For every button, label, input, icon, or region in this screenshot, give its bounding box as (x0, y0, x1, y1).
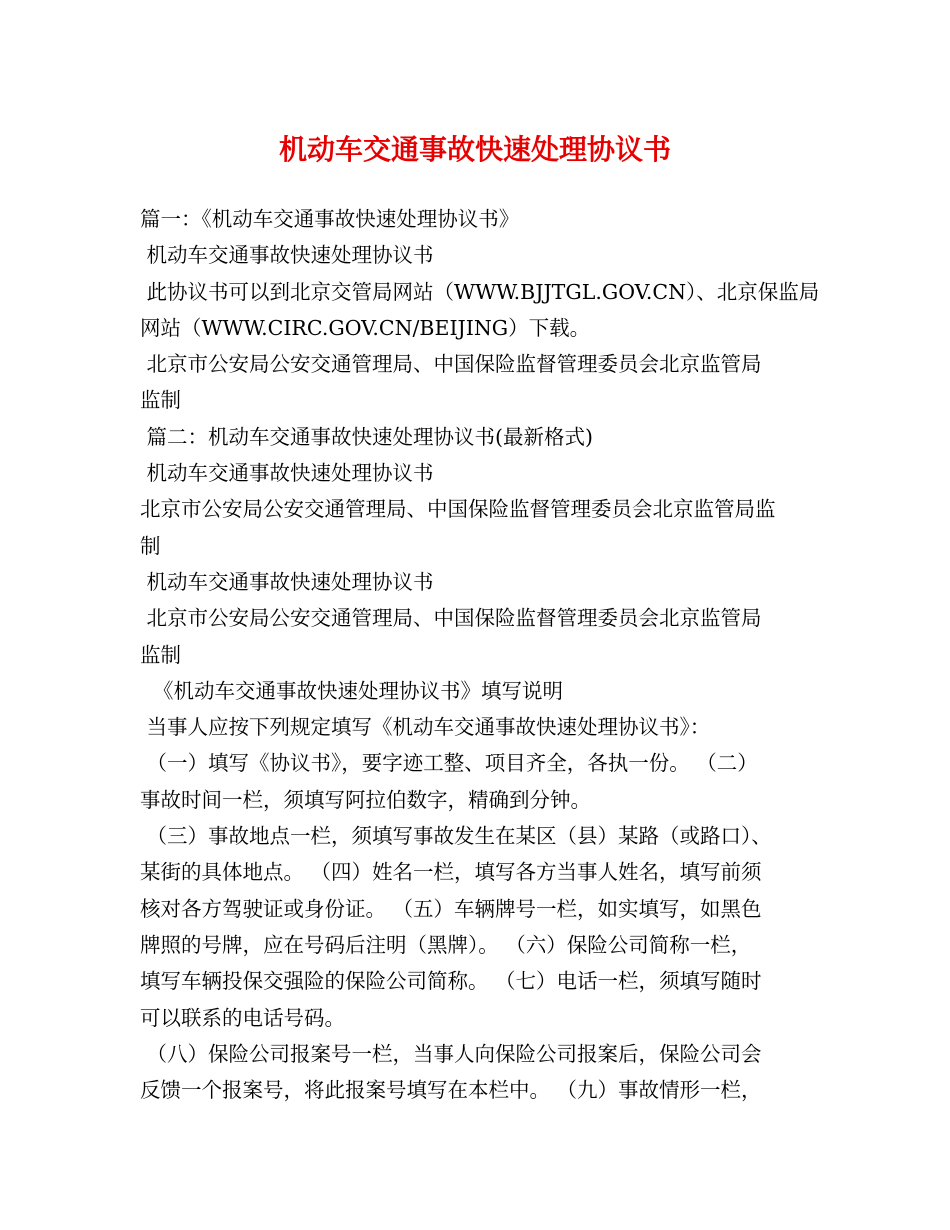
body-line: 机动车交通事故快速处理协议书 (140, 243, 434, 268)
body-line: 可以联系的电话号码。 (140, 1005, 345, 1030)
body-line: 制 (140, 533, 161, 558)
body-line: 《机动车交通事故快速处理协议书》填写说明 (140, 678, 564, 703)
body-line: 北京市公安局公安交通管理局、中国保险监督管理委员会北京监管局 (140, 352, 762, 377)
body-line: （八）保险公司报案号一栏，当事人向保险公司报案后，保险公司会 (140, 1041, 762, 1066)
body-line: 网站（WWW.CIRC.GOV.CN/BEIJING）下载。 (140, 315, 591, 340)
body-line: 机动车交通事故快速处理协议书 (140, 461, 434, 486)
body-line: 篇二：机动车交通事故快速处理协议书(最新格式) (140, 424, 594, 449)
body-line: 篇一：《机动车交通事故快速处理协议书》 (140, 207, 520, 231)
body-line: 此协议书可以到北京交管局网站（WWW.BJJTGL.GOV.CN）、北京保监局 (140, 279, 820, 304)
body-line: 北京市公安局公安交通管理局、中国保险监督管理委员会北京监管局监 (140, 497, 776, 522)
body-line: 核对各方驾驶证或身份证。 （五）车辆牌号一栏，如实填写，如黑色 (140, 896, 762, 921)
body-line: 北京市公安局公安交通管理局、中国保险监督管理委员会北京监管局 (140, 606, 762, 631)
body-line: （三）事故地点一栏，须填写事故发生在某区（县）某路（或路口）、 (140, 824, 772, 849)
document-title: 机动车交通事故快速处理协议书 (278, 133, 671, 166)
document-body (140, 201, 820, 1108)
body-line: 监制 (140, 642, 181, 667)
body-line: （一）填写《协议书》，要字迹工整、项目齐全，各执一份。 （二） (140, 751, 758, 776)
body-line: 反馈一个报案号，将此报案号填写在本栏中。 （九）事故情形一栏， (140, 1078, 762, 1103)
body-line: 事故时间一栏，须填写阿拉伯数字，精确到分钟。 (140, 787, 591, 812)
body-line: 填写车辆投保交强险的保险公司简称。 （七）电话一栏，须填写随时 (140, 969, 762, 994)
body-line: 机动车交通事故快速处理协议书 (140, 569, 434, 594)
body-line: 当事人应按下列规定填写《机动车交通事故快速处理协议书》： (140, 715, 711, 740)
body-line: 监制 (140, 388, 181, 413)
body-line: 牌照的号牌，应在号码后注明（黑牌）。 （六）保险公司简称一栏， (140, 932, 752, 957)
body-line: 某街的具体地点。 （四）姓名一栏，填写各方当事人姓名，填写前须 (140, 860, 762, 885)
